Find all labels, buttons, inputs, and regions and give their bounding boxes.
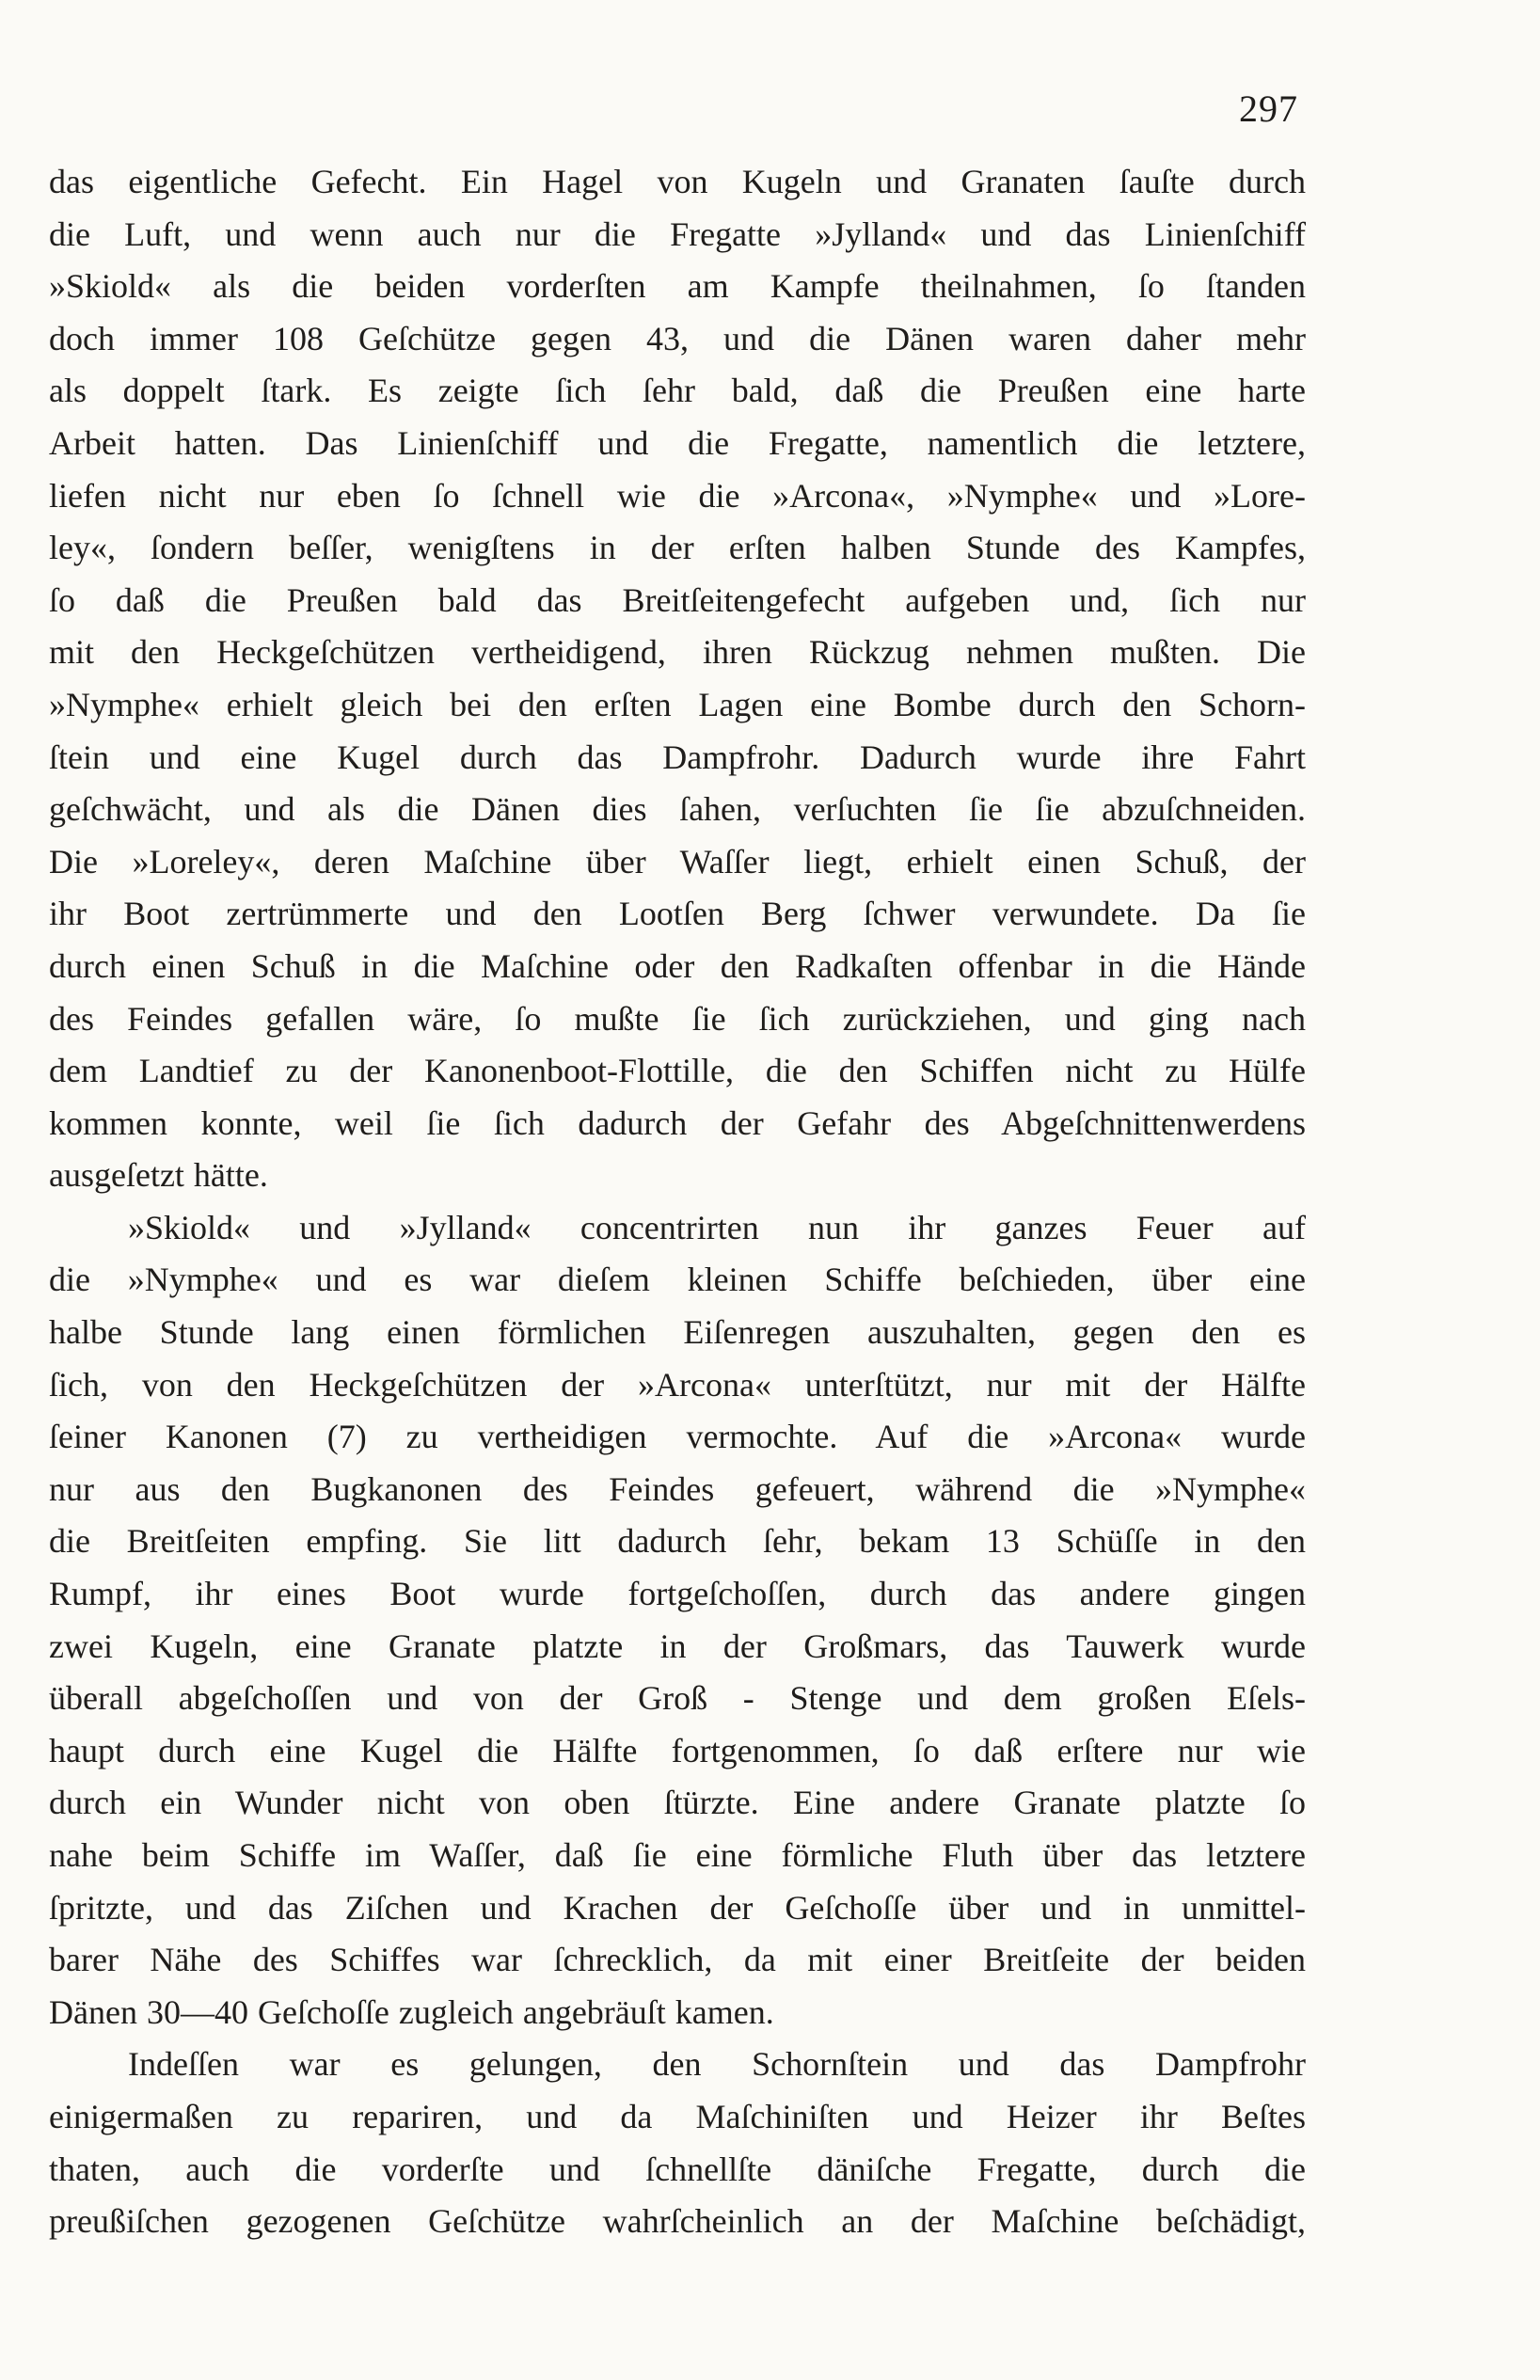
text-line: barer Nähe des Schiffes war ſchrecklich, da mit einer Breitſeite der beiden [49,1941,1306,1979]
page-body [49,156,1306,2248]
text-line: preußiſchen gezogenen Geſchütze wahrſcheinlich an der Maſchine beſchädigt, [49,2202,1306,2241]
text-line: ſtein und eine Kugel durch das Dampfrohr. Dadurch wurde ihre Fahrt [49,738,1306,776]
text-line: durch ein Wunder nicht von oben ſtürzte. Eine andere Granate platzte ſo [49,1784,1306,1822]
text-line: geſchwächt, und als die Dänen dies ſahen, verſuchten ſie ſie abzuſchneiden. [49,790,1306,829]
text-line: die »Nymphe« und es war dieſem kleinen Schiffe beſchieden, über eine [49,1261,1306,1299]
text-line: das eigentliche Gefecht. Ein Hagel von Kugeln und Granaten ſauſte durch [49,163,1306,200]
text-line: thaten, auch die vorderſte und ſchnellſte däniſche Fregatte, durch die [49,2150,1306,2188]
text-line: nahe beim Schiffe im Waſſer, daß ſie eine förmliche Fluth über das letztere [49,1836,1306,1874]
text-line: kommen konnte, weil ſie ſich dadurch der Gefahr des Abgeſchnittenwerdens [49,1103,1306,1142]
text-line: Arbeit hatten. Das Linienſchiff und die Fregatte, namentlich die letztere, [49,423,1306,462]
text-line: nur aus den Bugkanonen des Feindes gefeuert, während die »Nymphe« [49,1469,1306,1508]
text-line: die Luft, und wenn auch nur die Fregatte »Jylland« und das Linienſchiff [49,214,1306,253]
text-line: ausgeſetzt hätte. [49,1156,268,1195]
text-line: ihr Boot zertrümmerte und den Lootſen Berg ſchwer verwundete. Da ſie [49,895,1306,933]
text-line: des Feindes gefallen wäre, ſo mußte ſie ſich zurückziehen, und ging nach [49,999,1306,1038]
text-line: ſpritzte, und das Ziſchen und Krachen der Geſchoſſe über und in unmittel- [49,1888,1306,1927]
text-line: einigermaßen zu repariren, und da Maſchiniſten und Heizer ihr Beſtes [49,2097,1306,2135]
paragraph [49,156,1306,1202]
text-line: »Nymphe« erhielt gleich bei den erſten Lagen eine Bombe durch den Schorn- [49,685,1306,723]
text-line: halbe Stunde lang einen förmlichen Eiſenregen auszuhalten, gegen den es [49,1313,1306,1352]
text-line: »Skiold« als die beiden vorderſten am Kampfe theilnahmen, ſo ſtanden [49,267,1306,306]
text-line: ley«, ſondern beſſer, wenigſtens in der erſten halben Stunde des Kampfes, [49,529,1306,567]
text-line: ſo daß die Preußen bald das Breitſeitengefecht aufgeben und, ſich nur [49,580,1306,619]
text-line: haupt durch eine Kugel die Hälfte fortgenommen, ſo daß erſtere nur wie [49,1731,1306,1769]
page-number: 297 [1239,87,1298,130]
text-line: Dänen 30—40 Geſchoſſe zugleich angebräuſt kamen. [49,1992,774,2031]
text-line: die Breitſeiten empfing. Sie litt dadurch ſehr, bekam 13 Schüſſe in den [49,1522,1306,1561]
text-line: Die »Loreley«, deren Maſchine über Waſſer liegt, erhielt einen Schuß, der [49,842,1306,881]
text-line: durch einen Schuß in die Maſchine oder den Radkaſten offenbar in die Hände [49,946,1306,985]
text-line: ſeiner Kanonen (7) zu vertheidigen vermochte. Auf die »Arcona« wurde [49,1418,1306,1456]
text-line: mit den Heckgeſchützen vertheidigend, ihren Rückzug nehmen mußten. Die [49,633,1306,672]
text-line: als doppelt ſtark. Es zeigte ſich ſehr bald, daß die Preußen eine harte [49,372,1306,410]
text-line: doch immer 108 Geſchütze gegen 43, und die Dänen waren daher mehr [49,319,1306,357]
text-line: liefen nicht nur eben ſo ſchnell wie die »Arcona«, »Nymphe« und »Lore- [49,476,1306,515]
text-line: ſich, von den Heckgeſchützen der »Arcona« unterſtützt, nur mit der Hälfte [49,1365,1306,1404]
text-line: überall abgeſchoſſen und von der Groß - Stenge und dem großen Eſels- [49,1679,1306,1718]
text-line: »Skiold« und »Jylland« concentrirten nun ihr ganzes Feuer auf [128,1208,1306,1246]
text-line: dem Landtief zu der Kanonenboot-Flottille, die den Schiffen nicht zu Hülfe [49,1052,1306,1090]
text-line: Rumpf, ihr eines Boot wurde fortgeſchoſſen, durch das andere gingen [49,1575,1306,1613]
text-line: zwei Kugeln, eine Granate platzte in der Großmars, das Tauwerk wurde [49,1626,1306,1665]
paragraph [49,1202,1306,2039]
paragraph [49,2039,1306,2247]
text-line: Indeſſen war es gelungen, den Schornſtein und das Dampfrohr [128,2045,1306,2084]
